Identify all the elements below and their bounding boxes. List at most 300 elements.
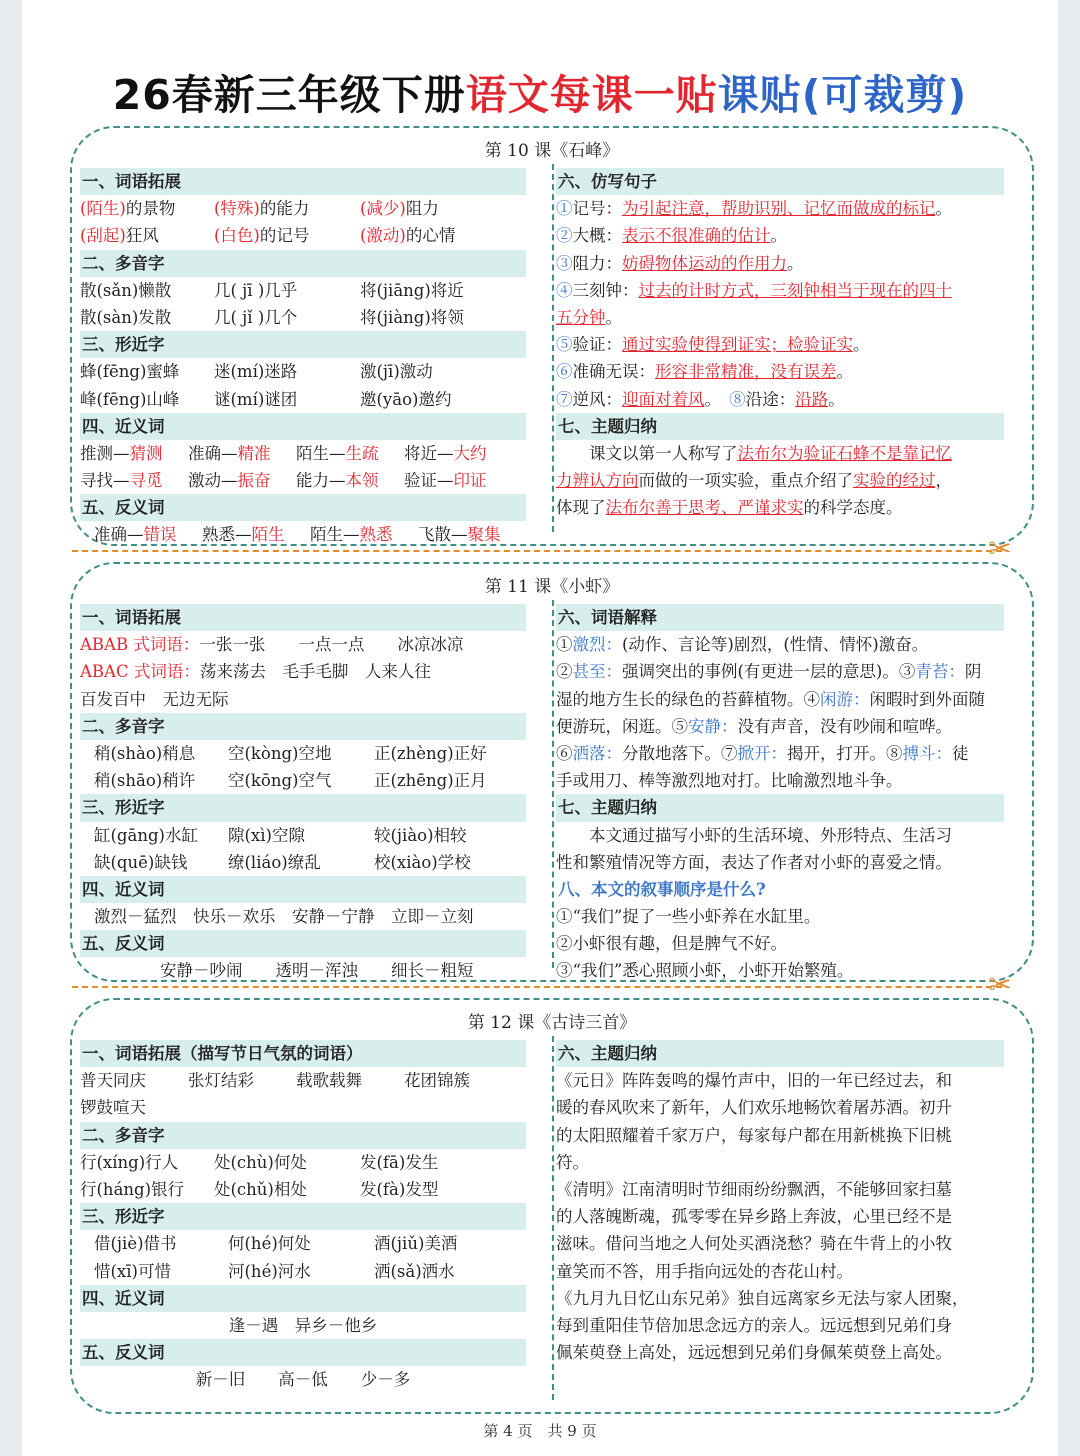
term-text: 青苔： xyxy=(915,662,965,682)
text-line xyxy=(556,1122,1004,1149)
answer-word: 聚集 xyxy=(467,525,501,545)
text-line xyxy=(556,1312,1004,1339)
text-line xyxy=(80,631,526,658)
word-row xyxy=(80,358,526,385)
word-text: 陌生— xyxy=(296,443,346,463)
lesson-11-right-column xyxy=(556,604,1004,985)
text-line xyxy=(556,686,1004,713)
word-text: 的景物 xyxy=(125,199,176,219)
word-cell xyxy=(80,386,214,413)
text-run: 荡来荡去 毛手毛脚 人来人往 xyxy=(199,662,431,682)
answer-text: 为引起注意，帮助识别、记忆而做成的标记 xyxy=(622,199,936,219)
word-text: 缸(gāng)水缸 xyxy=(94,825,198,845)
answer-word: 精准 xyxy=(237,443,271,463)
word-cell xyxy=(214,1176,360,1203)
word-text: 张灯结彩 xyxy=(188,1071,254,1091)
text-line xyxy=(556,1203,1004,1230)
text-run: 手或用刀、棒等激烈地对打。比喻激烈地斗争。 xyxy=(556,771,903,791)
word-pair xyxy=(296,467,404,494)
word-text: 缺(quē)缺钱 xyxy=(94,852,188,872)
word-pair xyxy=(94,521,202,548)
column-divider xyxy=(552,1036,554,1400)
word-text: 酒(jiǔ)美酒 xyxy=(374,1234,458,1254)
word-text: 发(fā)发生 xyxy=(360,1152,439,1172)
text-run: 本文通过描写小虾的生活环境、外形特点、生活习 xyxy=(556,825,952,845)
answer-word: 生疏 xyxy=(345,443,379,463)
answer-text: 过去的计时方式，三刻钟相当于现在的四十 xyxy=(638,280,952,300)
word-text: 空(kōng)空气 xyxy=(228,771,332,791)
word-cell xyxy=(228,1230,374,1257)
answer-text: 通过实验使得到证实；检验证实 xyxy=(622,335,853,355)
punctuation: 。 xyxy=(605,307,622,327)
word-text: 准确— xyxy=(94,525,144,545)
word-row xyxy=(80,304,526,331)
text-run: 的科学态度。 xyxy=(803,498,903,518)
item-label: 准确无误： xyxy=(572,362,655,382)
label-text: ABAC 式词语： xyxy=(80,662,200,682)
sentence-row xyxy=(556,277,1004,304)
lesson-12-left-column xyxy=(80,1040,526,1393)
word-text: 缭(liáo)缭乱 xyxy=(228,852,321,872)
word-text: 迷(mí)迷路 xyxy=(214,362,298,382)
sentence-row xyxy=(556,250,1004,277)
scissors-icon: ✂ xyxy=(988,532,1012,565)
word-text: 陌生— xyxy=(310,525,360,545)
word-cell xyxy=(214,1149,360,1176)
answer-word: 印证 xyxy=(453,471,487,491)
word-text: 将近— xyxy=(404,443,454,463)
word-text: 峰(fēng)山峰 xyxy=(80,389,180,409)
word-text: 狂风 xyxy=(125,226,159,246)
lesson-10-title: 第 10 课《石峰》 xyxy=(484,141,620,161)
section-heading: 二、多音字 xyxy=(80,1122,526,1149)
item-label: 逆风： xyxy=(572,389,622,409)
word-cell xyxy=(80,304,214,331)
lesson-12-card xyxy=(70,998,1034,1414)
text-run: 安静－吵闹 透明－浑浊 细长－粗短 xyxy=(160,961,474,981)
text-run: 百发百中 无边无际 xyxy=(80,689,229,709)
sentence-row xyxy=(556,195,1004,222)
text-line xyxy=(80,957,526,984)
text-run: 一张一张 一点一点 冰凉冰凉 xyxy=(199,635,464,655)
text-line xyxy=(556,1258,1004,1285)
word-text: 稍(shào)稍息 xyxy=(94,743,196,763)
word-pair xyxy=(188,467,296,494)
text-line xyxy=(556,822,1004,849)
word-cell xyxy=(80,1176,214,1203)
text-line xyxy=(556,1176,1004,1203)
word-text: 正(zhèng)正好 xyxy=(374,743,487,763)
section-heading: 一、词语拓展 xyxy=(80,168,526,195)
text-line xyxy=(80,658,526,685)
answer-word: (刮起) xyxy=(80,226,126,246)
section-heading: 七、主题归纳 xyxy=(556,413,1004,440)
answer-text: 形容非常精准，没有误差 xyxy=(655,362,837,382)
word-cell xyxy=(374,1258,455,1285)
word-cell xyxy=(94,849,228,876)
term-text: 激烈： xyxy=(572,635,622,655)
word-text: 的心情 xyxy=(405,226,456,246)
sentence-row xyxy=(556,386,1004,413)
text-run: 闲暇时到外面随 xyxy=(869,689,985,709)
answer-text: 实验的经过 xyxy=(853,471,936,491)
section-heading: 三、形近字 xyxy=(80,794,526,821)
item-label: 三刻钟： xyxy=(572,280,639,300)
word-cell xyxy=(214,304,360,331)
word-pair xyxy=(202,521,310,548)
word-text: 激(jī)激动 xyxy=(360,362,433,382)
word-cell xyxy=(94,740,228,767)
answer-text: 妨碍物体运动的作用力 xyxy=(622,253,787,273)
word-pair xyxy=(418,521,526,548)
term-text: 洒落： xyxy=(572,743,622,763)
word-text: 几( jǐ )几个 xyxy=(214,307,298,327)
answer-word: 本领 xyxy=(345,471,379,491)
section-heading: 六、仿写句子 xyxy=(556,168,1004,195)
text-run: (动作、言论等)剧烈，(性情、情怀)激奋。 xyxy=(622,635,929,655)
word-text: 将(jiāng)将近 xyxy=(360,280,464,300)
summary-paragraph xyxy=(556,440,1004,522)
word-text: 寻找— xyxy=(80,471,130,491)
word-cell xyxy=(296,1067,404,1094)
text-run: 便游玩，闲逛。⑤ xyxy=(556,716,688,736)
answer-word: 寻觅 xyxy=(129,471,163,491)
section-heading: 五、反义词 xyxy=(80,1339,526,1366)
word-cell xyxy=(360,1176,438,1203)
term-text: 搏斗： xyxy=(902,743,952,763)
item-number: ⑥ xyxy=(556,362,573,382)
word-text: 何(hé)何处 xyxy=(228,1234,311,1254)
word-text: 较(jiào)相较 xyxy=(374,825,467,845)
text-run: 揭开，打开。⑧ xyxy=(787,743,903,763)
text-run: 童笑而不答，用手指向远处的杏花山村。 xyxy=(556,1261,853,1281)
word-cell xyxy=(228,1258,374,1285)
word-cell xyxy=(188,1067,296,1094)
punctuation: 。 xyxy=(828,389,845,409)
item-number: ③ xyxy=(556,253,573,273)
answer-text: 力辨认方向 xyxy=(556,471,639,491)
text-line xyxy=(556,658,1004,685)
section-heading: 二、多音字 xyxy=(80,713,526,740)
word-row xyxy=(80,195,526,222)
punctuation: 。 xyxy=(935,199,952,219)
word-text: 花团锦簇 xyxy=(404,1071,470,1091)
item-number: ⑦ xyxy=(556,389,573,409)
word-cell xyxy=(80,1149,214,1176)
label-text: ABAB 式词语： xyxy=(80,635,200,655)
text-run: 《清明》江南清明时节细雨纷纷飘洒，不能够回家扫墓 xyxy=(556,1179,952,1199)
word-row xyxy=(80,222,526,249)
word-cell xyxy=(228,849,374,876)
word-cell xyxy=(94,1230,228,1257)
word-text: 准确— xyxy=(188,443,238,463)
text-line xyxy=(556,740,1004,767)
text-line xyxy=(556,440,1004,467)
text-run: ① xyxy=(556,635,573,655)
word-row xyxy=(80,822,526,849)
word-pair xyxy=(80,440,188,467)
text-line xyxy=(556,767,1004,794)
text-line xyxy=(80,1312,526,1339)
word-row xyxy=(80,386,526,413)
item-number: ② xyxy=(556,226,573,246)
word-cell xyxy=(214,358,360,385)
word-cell xyxy=(228,767,374,794)
word-cell xyxy=(360,358,433,385)
answer-text: 法布尔为验证石蜂不是靠记忆 xyxy=(737,443,952,463)
answer-text: 迎面对着风 xyxy=(622,389,705,409)
lesson-11-card xyxy=(70,562,1034,982)
word-row xyxy=(80,1149,526,1176)
word-text: 河(hé)河水 xyxy=(228,1261,311,1281)
item-label: 记号： xyxy=(572,199,622,219)
sentence-row xyxy=(556,331,1004,358)
section-heading: 一、词语拓展（描写节日气氛的词语） xyxy=(80,1040,526,1067)
word-text: 处(chǔ)相处 xyxy=(214,1179,307,1199)
item-label: 验证： xyxy=(572,335,622,355)
word-text: 惜(xī)可惜 xyxy=(94,1261,171,1281)
text-line xyxy=(80,903,526,930)
sentence-row xyxy=(556,358,1004,385)
word-pair xyxy=(404,440,512,467)
lesson-11-title: 第 11 课《小虾》 xyxy=(484,577,620,597)
text-run: 课文以第一人称写了 xyxy=(556,443,738,463)
word-text: 隙(xì)空隙 xyxy=(228,825,305,845)
answer-word: (激动) xyxy=(360,226,406,246)
item-label: 沿途： xyxy=(745,389,796,409)
text-run: ⑥ xyxy=(556,743,573,763)
word-cell xyxy=(80,1067,188,1094)
answer-word: 猜测 xyxy=(129,443,163,463)
section-heading: 一、词语拓展 xyxy=(80,604,526,631)
word-cell xyxy=(80,358,214,385)
text-line xyxy=(556,631,1004,658)
lesson-11-left-column xyxy=(80,604,526,985)
answer-text: 五分钟 xyxy=(556,307,606,327)
answer-word: (特殊) xyxy=(214,199,260,219)
word-text: 熟悉— xyxy=(202,525,252,545)
word-cell xyxy=(94,767,228,794)
text-line xyxy=(556,957,1004,984)
word-text: 借(jiè)借书 xyxy=(94,1234,177,1254)
section-heading: 二、多音字 xyxy=(80,250,526,277)
word-cell xyxy=(94,1258,228,1285)
answer-word: 陌生 xyxy=(251,525,285,545)
text-run: 的太阳照耀着千家万户，每家每户都在用新桃换下旧桃 xyxy=(556,1125,952,1145)
text-run: 没有声音，没有吵闹和喧哗。 xyxy=(737,716,952,736)
word-cell xyxy=(214,195,360,222)
section-heading: 六、词语解释 xyxy=(556,604,1004,631)
word-cell xyxy=(228,740,374,767)
section-heading: 五、反义词 xyxy=(80,494,526,521)
word-text: 洒(sǎ)洒水 xyxy=(374,1261,455,1281)
answer-text: 法布尔善于思考、严谨求实 xyxy=(605,498,804,518)
title-part-subject: 语文每课一贴 xyxy=(465,71,718,119)
text-run: 每到重阳佳节倍加思念远方的亲人。远远想到兄弟们身 xyxy=(556,1315,952,1335)
text-run: 新－旧 高－低 少－多 xyxy=(195,1370,411,1390)
item-number: ① xyxy=(556,199,573,219)
word-text: 发(fà)发型 xyxy=(360,1179,439,1199)
word-pair xyxy=(188,440,296,467)
lesson-10-right-column xyxy=(556,168,1004,521)
word-text: 飞散— xyxy=(418,525,468,545)
word-cell xyxy=(404,1067,512,1094)
section-heading: 四、近义词 xyxy=(80,1285,526,1312)
text-line xyxy=(556,1149,1004,1176)
text-run: 符。 xyxy=(556,1152,589,1172)
word-row xyxy=(80,1258,526,1285)
word-text: 激动— xyxy=(188,471,238,491)
text-run: 《九月九日忆山东兄弟》独自远离家乡无法与家人团聚， xyxy=(556,1288,969,1308)
page-title xyxy=(22,62,1058,122)
text-run: ③“我们”悉心照顾小虾，小虾开始繁殖。 xyxy=(556,961,854,981)
text-line xyxy=(556,467,1004,494)
word-text: 邀(yāo)邀约 xyxy=(360,389,452,409)
term-text: 安静： xyxy=(688,716,738,736)
word-cell xyxy=(360,277,464,304)
scissors-icon: ✂ xyxy=(988,968,1012,1001)
word-row xyxy=(80,1067,526,1094)
word-text: 能力— xyxy=(296,471,346,491)
word-cell xyxy=(374,767,487,794)
word-pair xyxy=(296,440,404,467)
word-text: 的记号 xyxy=(259,226,310,246)
column-divider xyxy=(552,600,554,968)
text-line xyxy=(80,1094,526,1121)
word-cell xyxy=(228,822,374,849)
sentence-row xyxy=(556,304,1004,331)
answer-word: (陌生) xyxy=(80,199,126,219)
term-text: 闲游： xyxy=(820,689,870,709)
word-text: 载歌载舞 xyxy=(296,1071,362,1091)
word-cell xyxy=(214,386,360,413)
item-label: 阻力： xyxy=(572,253,622,273)
answer-word: 错误 xyxy=(143,525,177,545)
text-run: 强调突出的事例(有更进一层的意思)。③ xyxy=(622,662,916,682)
word-text: 空(kòng)空地 xyxy=(228,743,332,763)
page-footer: 第 4 页 共 9 页 xyxy=(483,1422,597,1440)
text-line xyxy=(556,849,1004,876)
cut-line xyxy=(72,550,1002,552)
text-run: 湿的地方生长的绿色的苔藓植物。④ xyxy=(556,689,820,709)
word-cell xyxy=(80,222,214,249)
title-part-note: 课贴(可裁剪) xyxy=(717,71,968,119)
section-heading: 七、主题归纳 xyxy=(556,794,1004,821)
column-divider xyxy=(552,164,554,532)
text-line xyxy=(80,686,526,713)
term-text: 掀开： xyxy=(737,743,787,763)
item-label: 大概： xyxy=(572,226,622,246)
punctuation: 。 xyxy=(787,253,804,273)
item-number: ⑧ xyxy=(729,389,746,409)
lesson-10-left-column xyxy=(80,168,526,549)
word-cell xyxy=(214,277,360,304)
word-text: 普天同庆 xyxy=(80,1071,146,1091)
text-run: 锣鼓喧天 xyxy=(80,1098,146,1118)
section-heading: 三、形近字 xyxy=(80,1203,526,1230)
word-text: 散(sǎn)懒散 xyxy=(80,280,172,300)
word-cell xyxy=(374,822,467,849)
word-text: 稍(shāo)稍许 xyxy=(94,771,196,791)
text-run: 暖的春风吹来了新年，人们欢乐地畅饮着屠苏酒。初升 xyxy=(556,1098,952,1118)
text-run: ②小虾很有趣，但是脾气不好。 xyxy=(556,934,787,954)
word-row xyxy=(80,277,526,304)
term-text: 甚至： xyxy=(572,662,622,682)
word-cell xyxy=(360,195,439,222)
word-cell xyxy=(360,304,464,331)
text-run: 逢－遇 异乡－他乡 xyxy=(228,1315,378,1335)
word-cell xyxy=(360,1149,438,1176)
question-heading: 八、本文的叙事顺序是什么? xyxy=(558,879,766,899)
text-line xyxy=(556,1285,1004,1312)
word-text: 行(háng)银行 xyxy=(80,1179,185,1199)
answer-text: 沿路 xyxy=(795,389,829,409)
item-number: ⑤ xyxy=(556,335,573,355)
answer-word: 振奋 xyxy=(237,471,271,491)
word-row xyxy=(80,1176,526,1203)
word-cell xyxy=(360,386,451,413)
text-run: 分散地落下。⑦ xyxy=(622,743,738,763)
text-line xyxy=(556,1067,1004,1094)
word-cell xyxy=(80,277,214,304)
text-run: 性和繁殖情况等方面，表达了作者对小虾的喜爱之情。 xyxy=(556,852,952,872)
text-run: 体现了 xyxy=(556,498,606,518)
cut-line xyxy=(72,986,1002,988)
text-run: 滋味。借问当地之人何处买酒浇愁？骑在牛背上的小牧 xyxy=(556,1234,952,1254)
text-line xyxy=(556,903,1004,930)
text-line xyxy=(556,1230,1004,1257)
text-line xyxy=(556,1094,1004,1121)
word-row xyxy=(80,767,526,794)
text-run: ， xyxy=(935,471,952,491)
word-text: 的能力 xyxy=(259,199,310,219)
word-text: 阻力 xyxy=(405,199,439,219)
word-text: 处(chù)何处 xyxy=(214,1152,307,1172)
word-cell xyxy=(374,1230,457,1257)
word-row xyxy=(80,849,526,876)
word-text: 正(zhēng)正月 xyxy=(374,771,487,791)
text-line xyxy=(80,1366,526,1393)
word-pair xyxy=(80,467,188,494)
text-line xyxy=(556,494,1004,521)
word-row xyxy=(80,740,526,767)
word-text: 验证— xyxy=(404,471,454,491)
word-cell xyxy=(374,849,471,876)
text-run: 《元日》阵阵轰鸣的爆竹声中，旧的一年已经过去，和 xyxy=(556,1071,952,1091)
text-line xyxy=(556,1339,1004,1366)
lesson-10-card xyxy=(70,126,1034,546)
text-run: 而做的一项实验，重点介绍了 xyxy=(638,471,853,491)
text-run: 阴 xyxy=(964,662,982,682)
text-line xyxy=(556,930,1004,957)
text-run: ①“我们”捉了一些小虾养在水缸里。 xyxy=(556,907,821,927)
word-text: 将(jiàng)将领 xyxy=(360,307,464,327)
word-cell xyxy=(214,222,360,249)
lesson-12-right-column xyxy=(556,1040,1004,1366)
text-run: ② xyxy=(556,662,573,682)
word-text: 推测— xyxy=(80,443,130,463)
section-heading: 五、反义词 xyxy=(80,930,526,957)
word-text: 行(xíng)行人 xyxy=(80,1152,179,1172)
text-run: 佩茱萸登上高处，远远想到兄弟们身佩茱萸登上高处。 xyxy=(556,1343,952,1363)
section-heading: 三、形近字 xyxy=(80,331,526,358)
text-run: 徒 xyxy=(952,743,969,763)
section-heading: 四、近义词 xyxy=(80,413,526,440)
word-text: 谜(mí)谜团 xyxy=(214,389,298,409)
word-text: 校(xiào)学校 xyxy=(374,852,471,872)
word-pair-row xyxy=(80,467,526,494)
word-pair-row xyxy=(80,521,526,548)
